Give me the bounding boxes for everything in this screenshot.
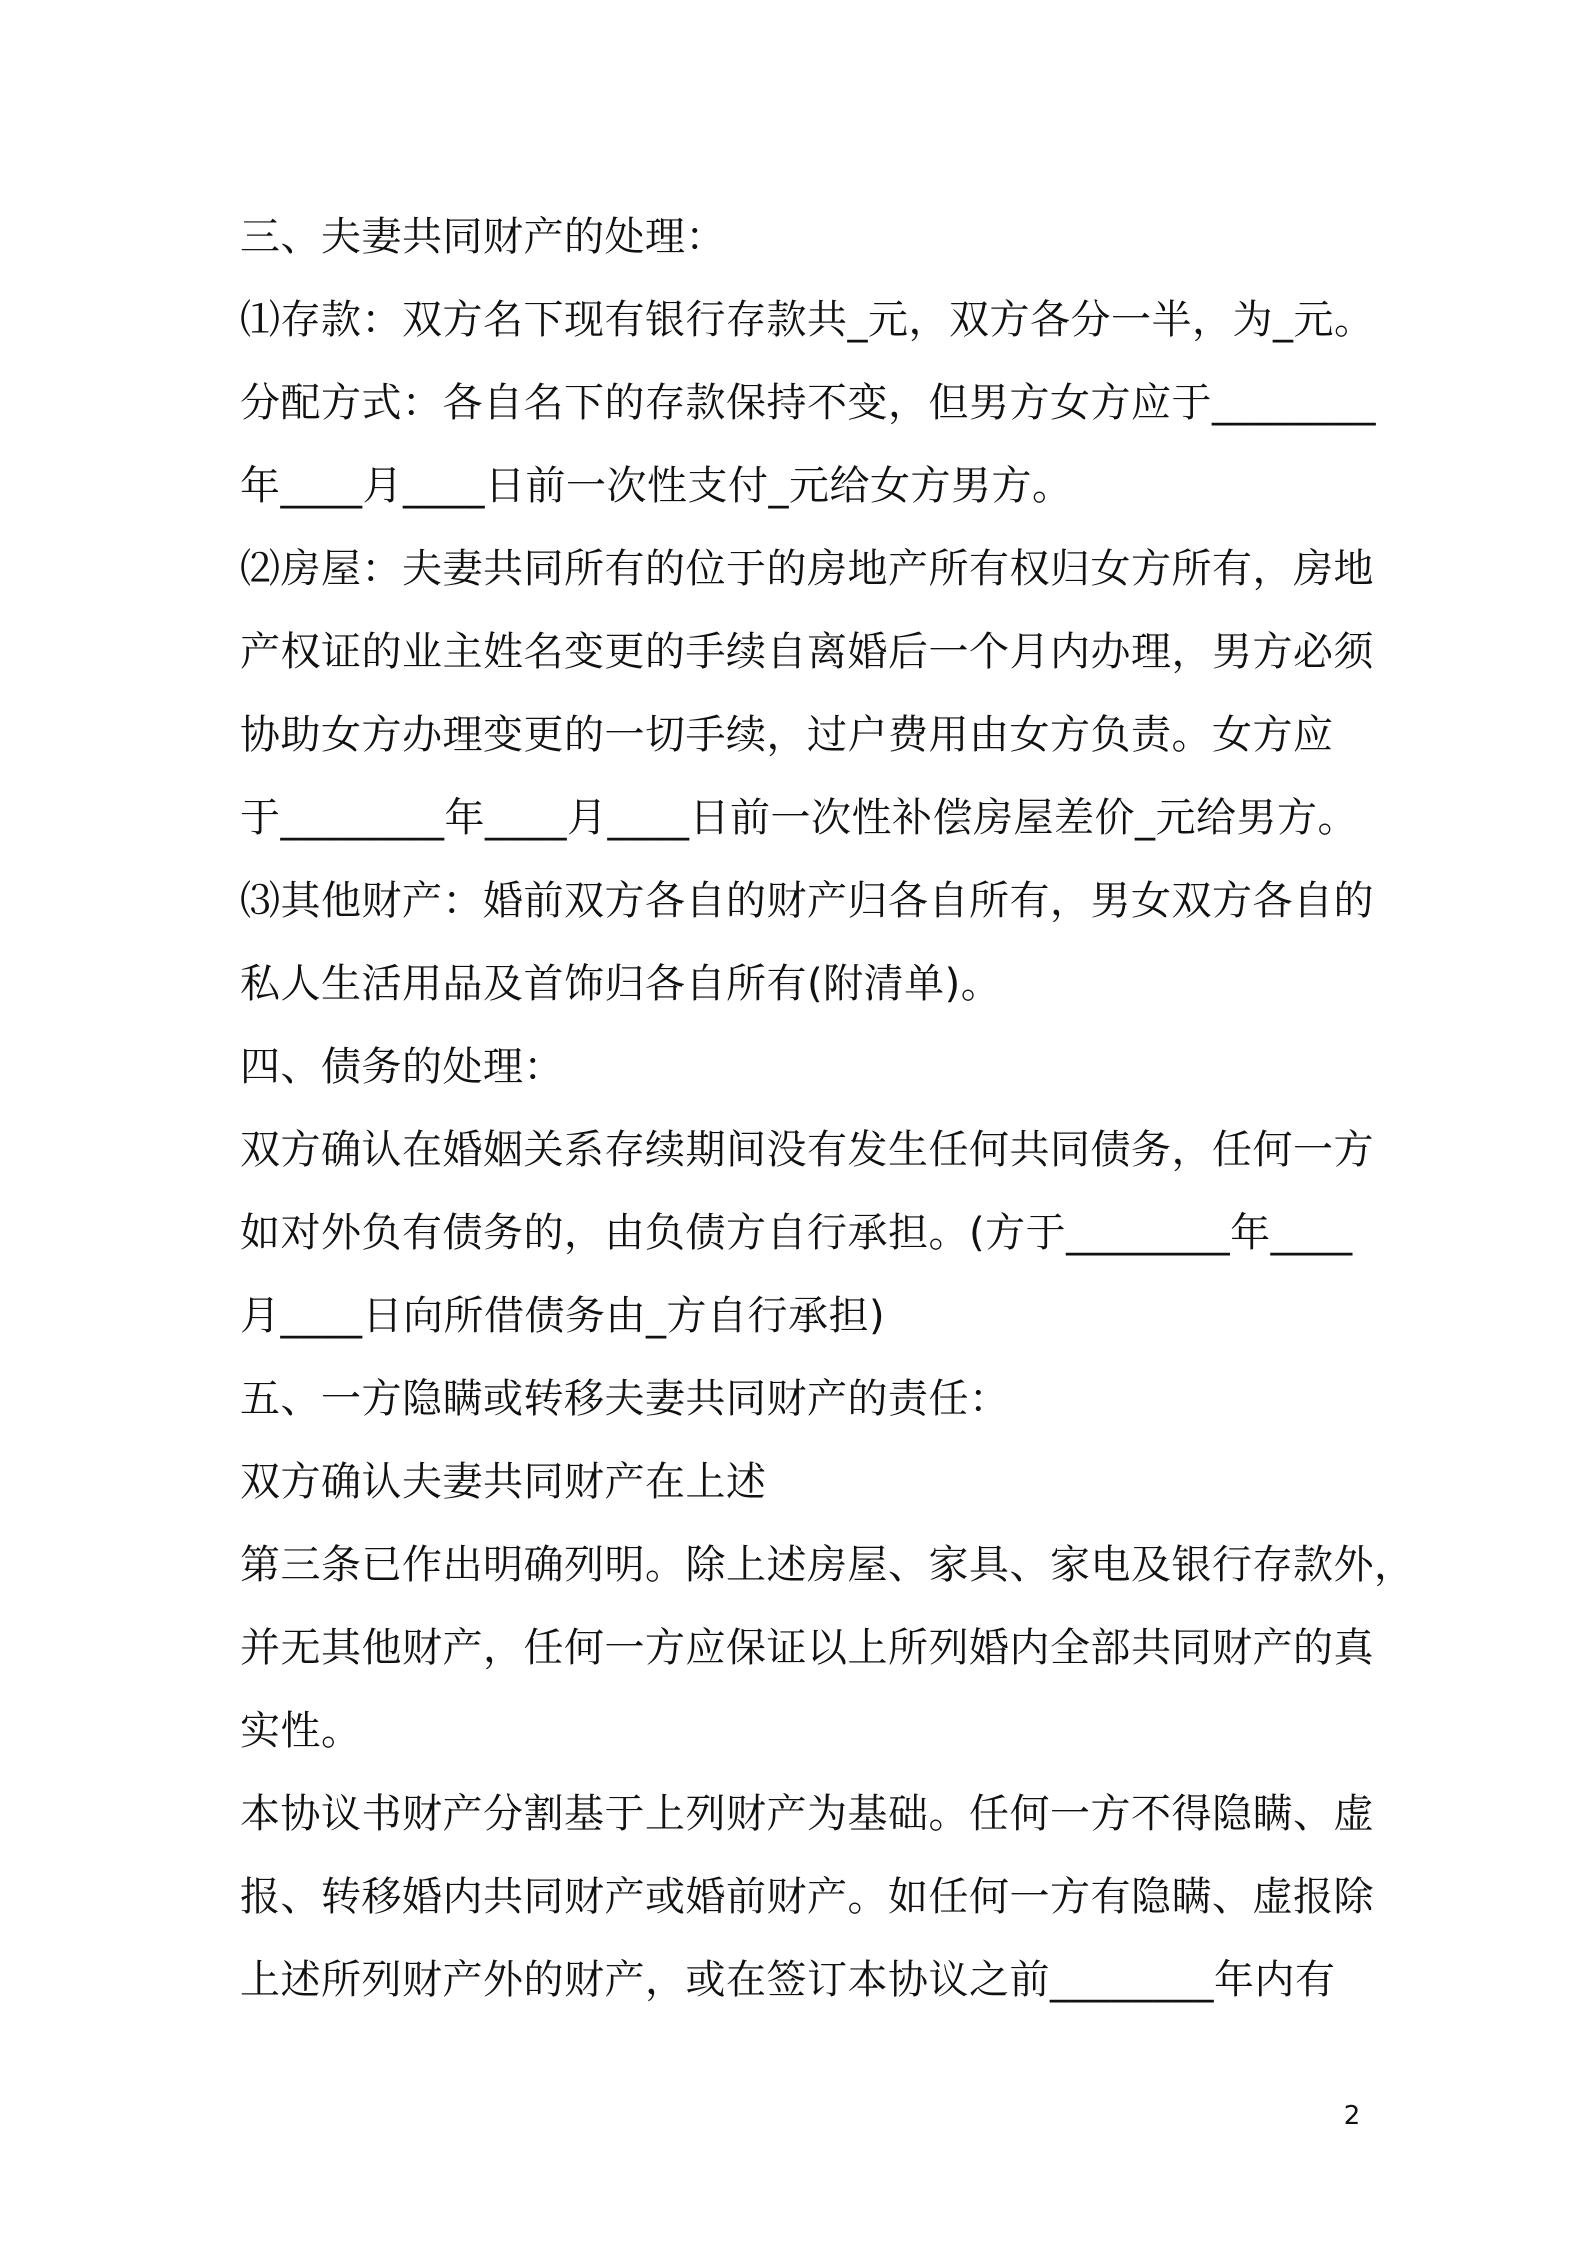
paragraph-line: 分配方式：各自名下的存款保持不变，但男方女方应于________ (240, 380, 1376, 426)
paragraph-line: 产权证的业主姓名变更的手续自离婚后一个月内办理，男方必须 (240, 629, 1374, 675)
section-heading-5: 五、一方隐瞒或转移夫妻共同财产的责任： (240, 1376, 1010, 1422)
document-body (240, 196, 1415, 2022)
paragraph-line: ⑶其他财产：婚前双方各自的财产归各自所有，男女双方各自的 (240, 878, 1374, 924)
page-number: 2 (1343, 2101, 1361, 2131)
paragraph-line: ⑴存款：双方名下现有银行存款共_元，双方各分一半，为_元。 (240, 297, 1375, 343)
paragraph-line: 协助女方办理变更的一切手续，过户费用由女方负责。女方应 (240, 712, 1334, 758)
paragraph-line: 上述所列财产外的财产，或在签订本协议之前________年内有 (240, 1957, 1336, 2003)
section-heading-4: 四、债务的处理： (240, 1044, 564, 1090)
paragraph-line: 本协议书财产分割基于上列财产为基础。任何一方不得隐瞒、虚 (240, 1791, 1374, 1837)
paragraph-line: 报、转移婚内共同财产或婚前财产。如任何一方有隐瞒、虚报除 (240, 1874, 1374, 1920)
paragraph-line: 第三条已作出明确列明。除上述房屋、家具、家电及银行存款外， (240, 1542, 1415, 1588)
paragraph-line: 双方确认夫妻共同财产在上述 (240, 1459, 767, 1505)
paragraph-line: 实性。 (240, 1708, 362, 1754)
paragraph-line: 月____日向所借债务由_方自行承担) (240, 1293, 886, 1339)
paragraph-line: 年____月____日前一次性支付_元给女方男方。 (240, 463, 1073, 509)
paragraph-line: 如对外负有债务的，由负债方自行承担。(方于________年____ (240, 1210, 1353, 1256)
paragraph-line: 并无其他财产，任何一方应保证以上所列婚内全部共同财产的真 (240, 1625, 1374, 1671)
paragraph-line: 私人生活用品及首饰归各自所有(附清单)。 (240, 961, 1002, 1007)
paragraph-line: 双方确认在婚姻关系存续期间没有发生任何共同债务，任何一方 (240, 1127, 1374, 1173)
section-heading-3: 三、夫妻共同财产的处理： (240, 214, 726, 260)
paragraph-line: 于________年____月____日前一次性补偿房屋差价_元给男方。 (240, 795, 1358, 841)
paragraph-line: ⑵房屋：夫妻共同所有的位于的房地产所有权归女方所有，房地 (240, 546, 1374, 592)
